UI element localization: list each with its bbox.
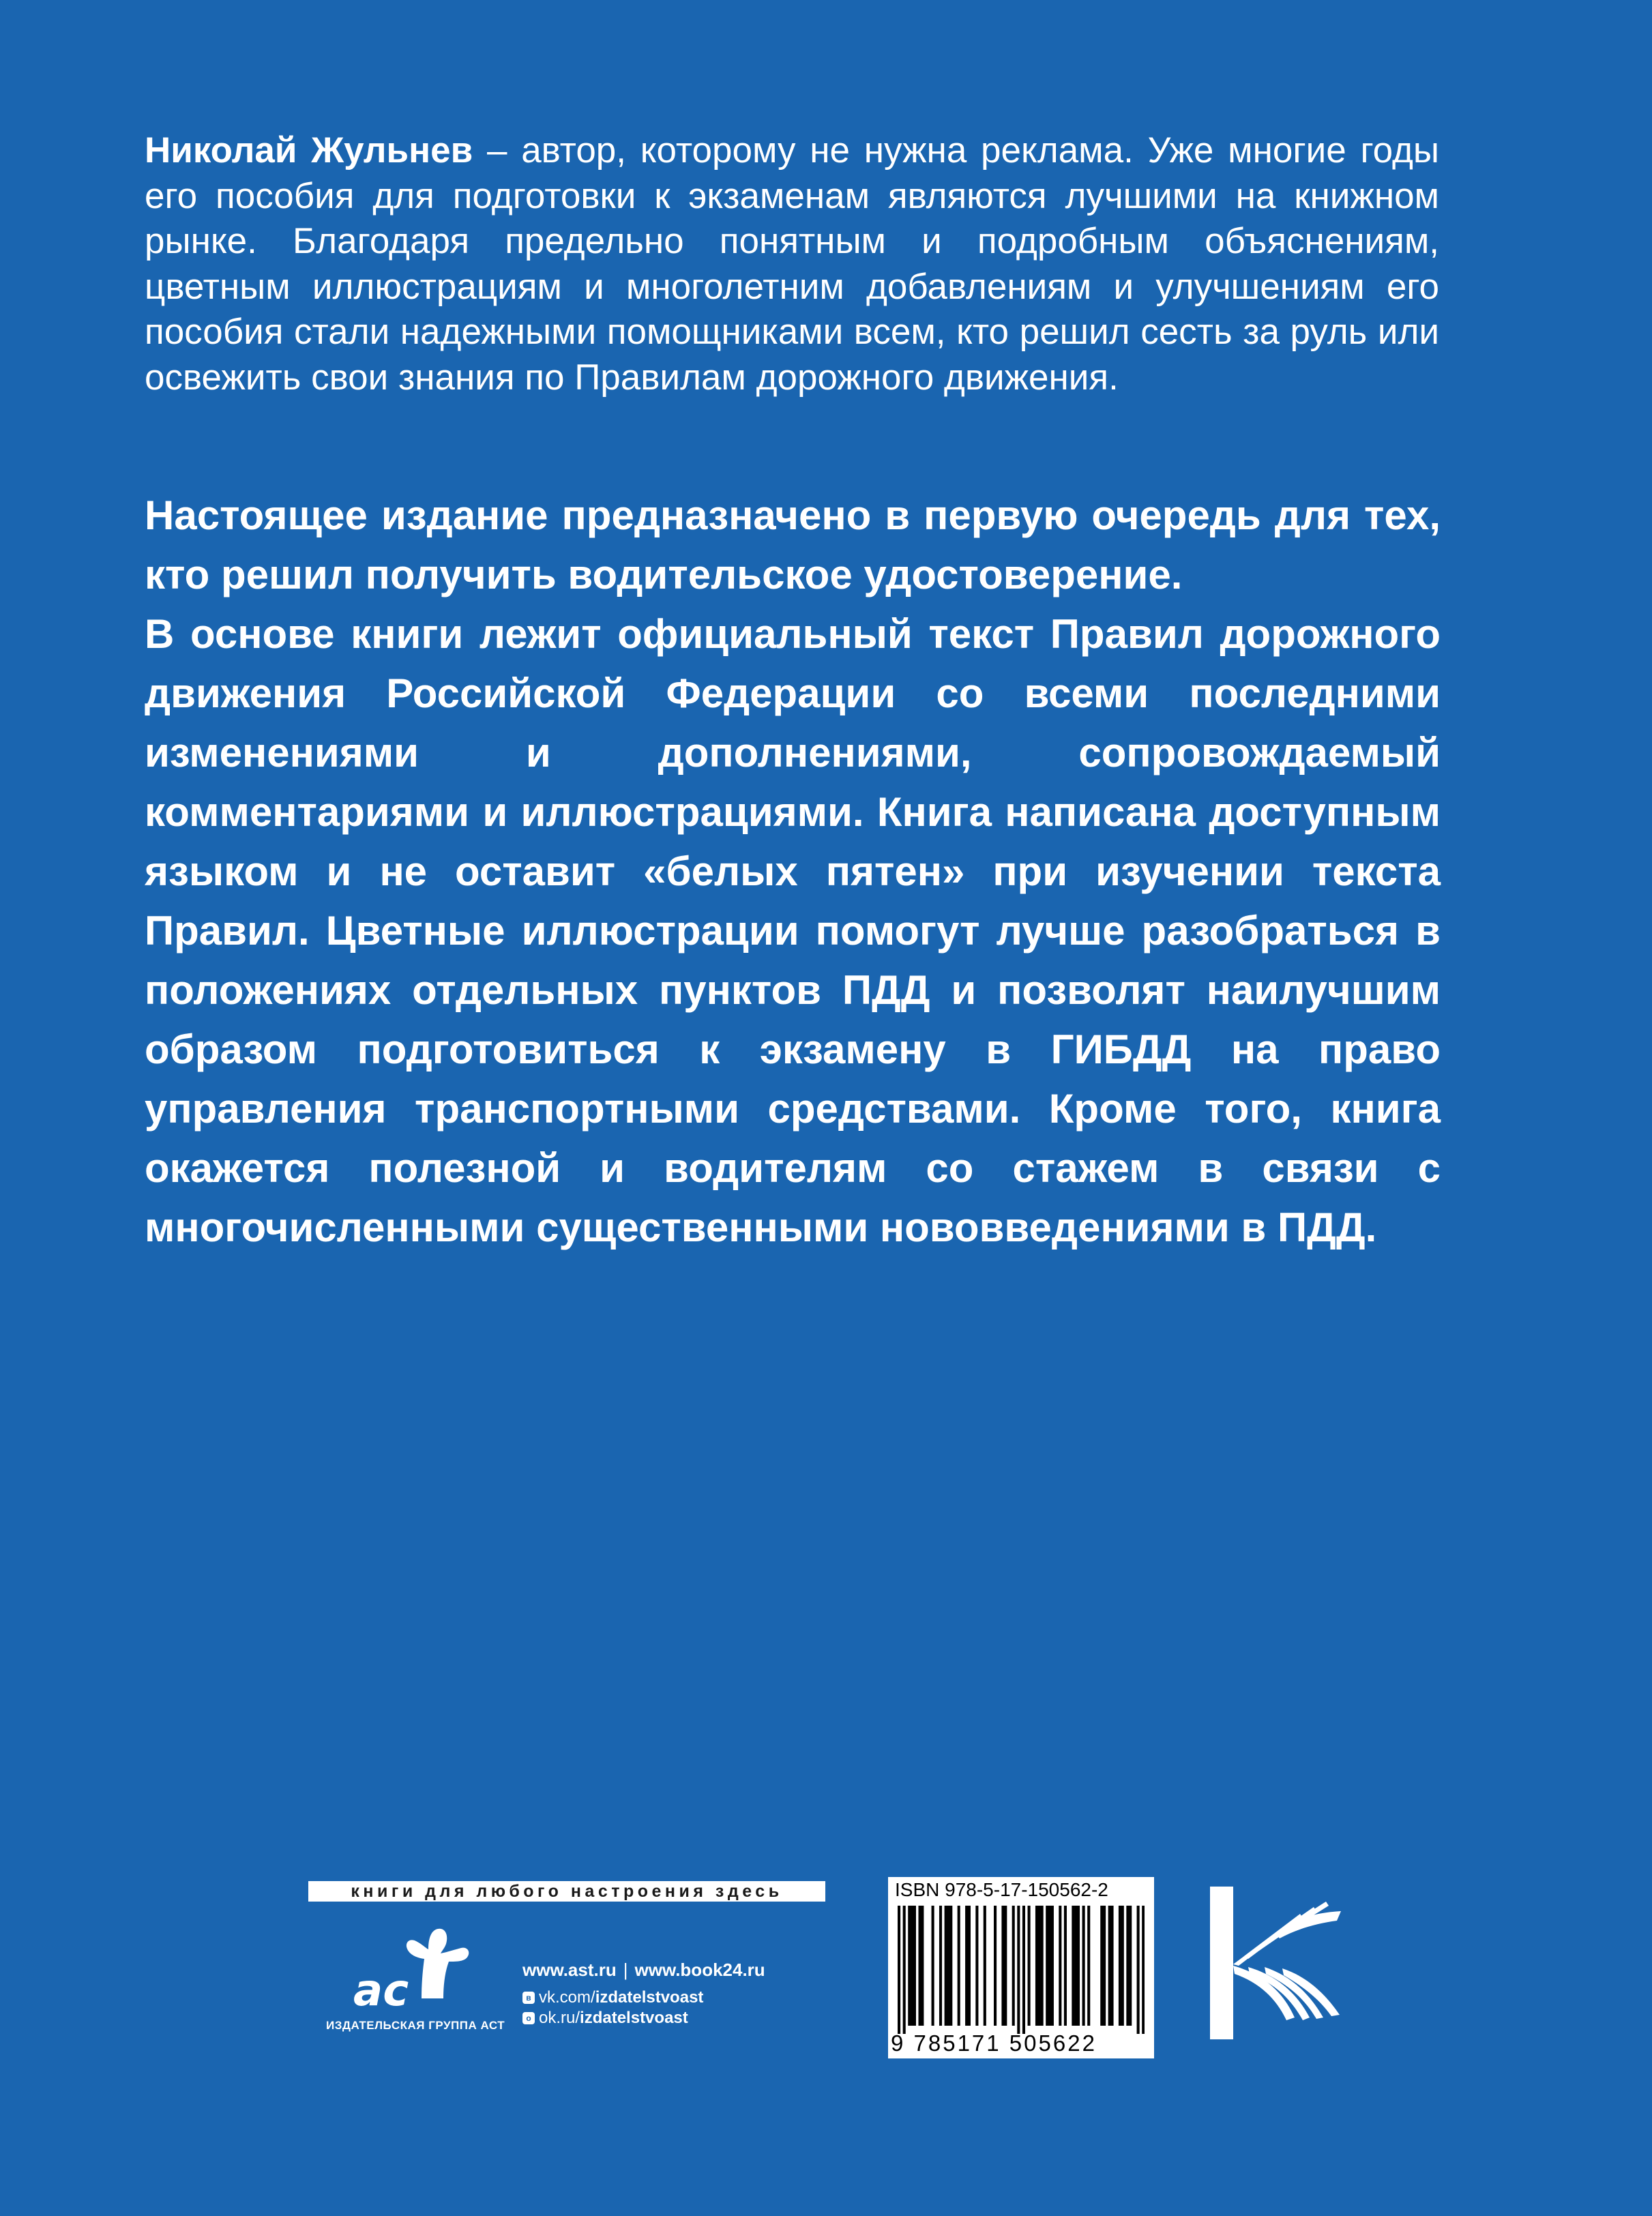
publisher-group-label: ИЗДАТЕЛЬСКАЯ ГРУППА АСТ [326,2019,505,2032]
barcode-bar [1100,1906,1103,2026]
barcode-bar [1028,1906,1031,2026]
barcode-bar [947,1906,949,2026]
barcode-bar [1074,1906,1077,2026]
author-intro [145,128,1439,400]
ok-row[interactable] [522,2008,765,2028]
vk-handle: izdatelstvoast [595,1988,704,2007]
isbn-barcode [888,1877,1154,2058]
barcode-bar [918,1906,921,2026]
vk-row[interactable] [522,1988,765,2008]
barcode-bar [1103,1906,1106,2026]
barcode-bar [1038,1906,1041,2026]
isbn-label: ISBN 978-5-17-150562-2 [895,1879,1108,1900]
site-book24-link[interactable]: www.book24.ru [634,1960,765,1980]
k-publisher-logo [1207,1884,1344,2042]
barcode-bar [965,1906,968,2026]
barcode-bar [958,1906,960,2026]
barcode-bar [898,1906,900,2034]
barcode-bar [1064,1906,1067,2026]
ok-icon: о [522,2012,535,2024]
barcode-bars [898,1906,1145,2034]
link-separator: | [623,1960,628,1980]
barcode-bar [1077,1906,1080,2026]
barcode-bar [1126,1906,1129,2026]
barcode-bar [1108,1906,1111,2026]
barcode-bar [1072,1906,1074,2026]
publisher-links [522,1959,765,2028]
barcode-bar [1004,1906,1007,2026]
site-ast-link[interactable]: www.ast.ru [522,1960,617,1980]
barcode-bar [1110,1906,1113,2026]
barcode-bar [1017,1906,1020,2034]
book-description [145,486,1441,1257]
ast-publisher-logo [341,1918,484,2020]
barcode-bar [1012,1906,1015,2026]
barcode-bar [1001,1906,1004,2026]
barcode-bar [932,1906,934,2026]
website-row [522,1959,765,1981]
barcode-bar [903,1906,906,2034]
barcode-bar [1121,1906,1124,2026]
ok-handle: izdatelstvoast [580,2009,688,2027]
barcode-bar [1087,1906,1090,2026]
barcode-bar [1048,1906,1051,2026]
barcode-bar [1035,1906,1038,2026]
barcode-bar [908,1906,911,2026]
barcode-bar [1142,1906,1145,2034]
barcode-bar [1041,1906,1044,2026]
barcode-bar [1137,1906,1140,2034]
vk-prefix: vk.com/ [539,1988,595,2007]
barcode-bar [984,1906,986,2026]
barcode-bar [994,1906,997,2026]
vk-icon: в [522,1992,535,2004]
barcode-bar [1022,1906,1025,2034]
barcode-bar [1082,1906,1085,2026]
tagline-banner: книги для любого настроения здесь [308,1881,825,1902]
barcode-bar [921,1906,924,2026]
author-name: Николай Жульнев [145,130,473,171]
description-paragraph-1: Настоящее издание предназначено в первую очередь для тех, кто решил получить водительское удостоверение. [145,492,1441,597]
description-paragraph-2: В основе книги лежит официальный текст Правил дорожного движения Российской Федерации со всеми последними изменениями и дополнениями, сопровождаемый комментариями и иллюстрациями. Книга написана доступным языком и не оставит «белых пятен» при изучении текста Правил. Цветные иллюстрации помогут лучше разобраться в положениях отдельных пунктов ПДД и позволят наилучшим образом подготовиться к экзамену в ГИБДД на право управления транспортными средствами. Кроме того, книга окажется полезной и водителям со стажем в связи с многочисленными существенными нововведениями в ПДД. [145,611,1441,1250]
barcode-bar [1119,1906,1121,2026]
barcode-bar [968,1906,971,2026]
barcode-bar [1051,1906,1054,2026]
barcode-bar [1046,1906,1048,2026]
ast-logo-text: ac [353,1966,409,2016]
barcode-bar [1059,1906,1061,2026]
barcode-bar [913,1906,916,2026]
ean-digits: 9 785171 505622 [891,2030,1097,2056]
author-intro-text: – автор, которому не нужна реклама. Уже многие годы его пособия для подготовки к экзаменам являются лучшими на книжном рынке. Благодаря предельно понятным и подробным объяснениям, цветным иллюстрациям и многолетним добавлениям и улучшениям его пособия стали надежными помощниками всем, кто решил сесть за руль или освежить свои знания по Правилам дорожного движения. [145,130,1439,398]
barcode-bar [939,1906,942,2026]
ok-prefix: ok.ru/ [539,2009,580,2027]
barcode-bar [911,1906,913,2026]
barcode-bar [945,1906,947,2026]
barcode-bar [1129,1906,1132,2026]
barcode-bar [949,1906,952,2026]
barcode-bar [975,1906,978,2026]
